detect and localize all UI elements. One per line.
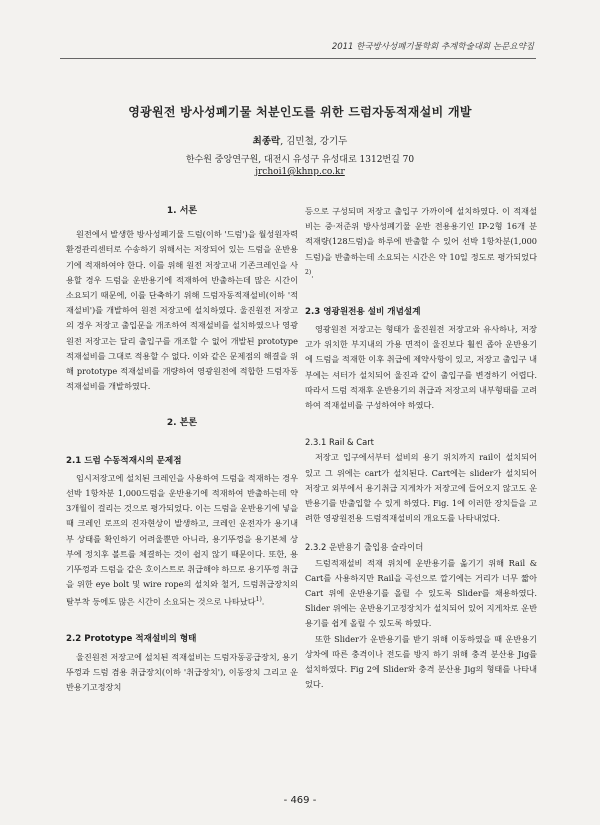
section-2-2-paragraph: 울진원전 저장고에 설치된 적재설비는 드럼자동공급장치, 용기뚜껑과 드럼 겸용 취급장치(이하 '취급장치'), 이동장치 그리고 운반용기고정장치 [66,651,298,693]
continued-text: 등으로 구성되며 저장고 출입구 가까이에 설치하였다. 이 적재설비는 중·저준위 방사성폐기물 운반 전용용기인 IP-2형 16개 분 적재량(128드럼)을 하루에 반출할 수 있어 선박 1항차분(1,000드럼)을 반출하는데 소요되는 시간은 약 10일 정도로 평가되었다 [305,206,537,262]
section-2-3-2-heading: 2.3.2 운반용기 출입용 슬라이더 [305,542,424,553]
section-1-heading: 1. 서론 [166,206,198,216]
section-2-3-paragraph: 영광원전 저장고는 형태가 울진원전 저장고와 유사하나, 저장고가 위치한 부지내의 가용 면적이 울진보다 훨씬 좁아 운반용기에 드럼을 적재한 이후 취급에 제약사항이 있고, 저장고 출입구 내부에는 셔터가 설치되어 울진과 같이 출입구를 변경하기 어렵다. 따라서 드럼 적재후 운반용기의 취급과 저장고의 내부형태를 고려하여 적재설비를 구성하여야 하였다. [305,323,537,410]
section-2-heading: 2. 본론 [166,418,198,429]
right-column [305,204,537,692]
continued-end: . [311,269,314,280]
section-2-3-2-paragraph-1: 드럼적재설비 적재 위치에 운반용기를 옮기기 위해 Rail & Cart를 사용하지만 Rail을 곡선으로 깔기에는 거리가 너무 짧아 Cart 위에 운반용기를 올릴 수 있도록 Slider를 채용하였다. Slider 위에는 운반용기고정장치가 설치되어 있어 지게차로 운반용기를 쉽게 올릴 수 있도록 하였다. [305,557,537,629]
section-2-1-paragraph [66,471,298,611]
section-2-2-heading: 2.2 Prototype 적재설비의 형태 [66,634,197,645]
section-2-3-heading: 2.3 영광원전용 설비 개념설계 [305,306,421,317]
section-1-paragraph: 원전에서 발생한 방사성폐기물 드럼(이하 '드럼')을 월성원자력환경관리센터로 수송하기 위해서는 저장되어 있는 드럼을 운반용기에 적재하여야 한다. 이를 위해 원전 저장고내 기존크레인을 사용할 경우 드럼을 운반용기에 적재하여 반출하는데 많은 시간이 소요되기 때문에, 이를 단축하기 위해 드럼자동적재설비(이하 '적재설비')를 개발하여 원전 저장고에 설치하였다. 울진원전 저장고의 경우 저장고 출입문을 개조하여 적재설비를 설치하였으나 영광원전 저장고는 달리 출입구를 개조할 수 없어 개발된 prototype 적재설비를 그대로 적용할 수 없다. 이와 같은 문제점의 해결을 위해 prototype 적재설비를 개량하여 영광원전에 적합한 드럼자동적재설비를 개발하였다. [66,229,298,392]
section-2-1-end: . [261,597,265,608]
section-2-1-text: 임시저장고에 설치된 크레인을 사용하여 드럼을 적재하는 경우 선박 1항차분 1,000드럼을 운반용기에 적재하여 반출하는데 약 3개월이 걸리는 것으로 평가되었다. 이는 드럼을 운반용기에 넣을 때 크레인 로프의 진자현상이 발생하고, 크레인 운전자가 용기내부 상태를 확인하기 어려울뿐만 아니라, 용기뚜껑을 용기본체 상부에 정치후 볼트를 체결하는 것이 쉽지 않기 때문이다. 또한, 용기뚜껑과 드럼을 같은 호이스트로 취급해야 하므로 용기뚜껑 취급을 위한 eye bolt 및 wire rope의 설치와 철거, 드럼취급장치의 탈부착 등에도 많은 시간이 소요되는 것으로 나타났다 [66,472,298,608]
co-authors: , 김민철, 강기두 [280,136,348,147]
page-number: - 469 - [283,795,317,806]
header-divider [60,58,536,59]
reference-2: 2) [305,268,312,276]
reference-1: 1) [255,596,262,604]
section-2-1-heading: 2.1 드럼 수동적재시의 문제점 [66,455,182,466]
section-2-3-1-heading: 2.3.1 Rail & Cart [305,437,374,448]
conference-header: 2011 한국방사성폐기물학회 추계학술대회 논문요약집 [331,42,534,52]
paper-authors [0,133,600,147]
continued-paragraph [305,204,537,283]
author-email: jrchoi1@khnp.co.kr [255,167,345,177]
paper-affiliation: 한수원 중앙연구원, 대전시 유성구 유성대로 1312번길 70 [185,155,415,165]
lead-author: 최종락 [252,136,281,147]
paper-title: 영광원전 방사성폐기물 처분인도를 위한 드럼자동적재설비 개발 [128,105,472,119]
section-2-3-2-paragraph-2: 또한 Slider가 운반용기를 받기 위해 이동하였을 때 운반용기 상차에 따른 충격이나 전도를 방지 하기 위해 충격 분산용 Jig를 설치하였다. Fig 2에 Slider와 충격 분산용 Jig의 형태를 나타내었다. [305,633,537,690]
left-column [66,204,298,695]
section-2-3-1-paragraph: 저장고 입구에서부터 설비의 용기 위치까지 rail이 설치되어 있고 그 위에는 cart가 설치된다. Cart에는 slider가 설치되어 저장고 외부에서 용기취급 지게차가 저장고에 들어오지 않고도 운반용기를 반출입할 수 있게 하였다. Fig. 1에 이러한 장치들을 고려한 영광원전용 드럼적재설비의 개요도를 나타내었다. [305,452,537,524]
